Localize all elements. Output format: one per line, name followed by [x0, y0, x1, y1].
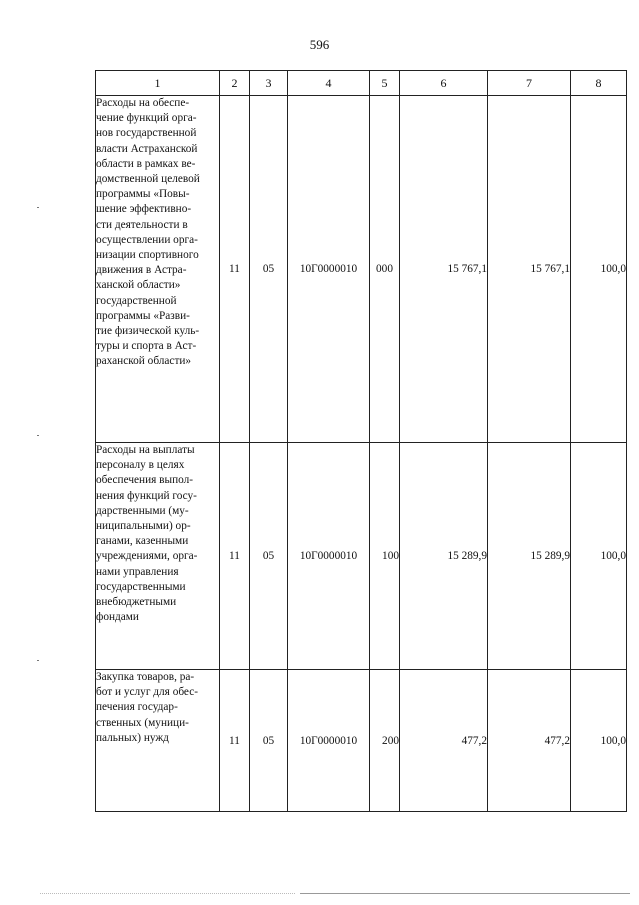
header-col-2: 2 [220, 71, 250, 96]
header-col-4: 4 [288, 71, 370, 96]
execution-percent: 100,0 [571, 96, 627, 443]
header-col-6: 6 [400, 71, 488, 96]
table-row [96, 96, 627, 443]
row-description: Закупка товаров, ра- бот и услуг для обес- печения государ- ственных (муници- пальных) нужд [96, 670, 220, 812]
expense-type-code: 200 [370, 670, 400, 812]
target-article-code: 10Г0000010 [288, 96, 370, 443]
section-code: 11 [220, 96, 250, 443]
target-article-code: 10Г0000010 [288, 670, 370, 812]
scan-edge-dots [40, 893, 295, 894]
scan-speck [37, 660, 39, 661]
header-col-7: 7 [488, 71, 571, 96]
amount-executed: 15 767,1 [488, 96, 571, 443]
amount-executed: 15 289,9 [488, 443, 571, 670]
section-code: 11 [220, 670, 250, 812]
section-code: 11 [220, 443, 250, 670]
subsection-code: 05 [250, 443, 288, 670]
table-row [96, 670, 627, 812]
amount-planned: 15 289,9 [400, 443, 488, 670]
header-row [96, 71, 627, 96]
table-row [96, 443, 627, 670]
amount-planned: 477,2 [400, 670, 488, 812]
header-col-5: 5 [370, 71, 400, 96]
row-description: Расходы на выплаты персоналу в целях обеспечения выпол- нения функций госу- дарственными (му- ниципальными) ор- ганами, казенными учреждениями, орга- нами управления государственными внебюджетными фондами [96, 443, 220, 670]
subsection-code: 05 [250, 96, 288, 443]
scan-speck [37, 435, 39, 436]
execution-percent: 100,0 [571, 670, 627, 812]
expense-type-code: 000 [370, 96, 400, 443]
subsection-code: 05 [250, 670, 288, 812]
header-col-8: 8 [571, 71, 627, 96]
budget-table [95, 70, 627, 812]
expense-type-code: 100 [370, 443, 400, 670]
row-description: Расходы на обеспе- чение функций орга- нов государственной власти Астраханской области в рамках ве- домственной целевой программы «Повы- шение эффективно- сти деятельности в осуществлении орга- низации спортивного движения в Астра- ханской области» государственной программы «Разви- тие физической куль- туры и спорта в Аст- раханской области» [96, 96, 220, 443]
execution-percent: 100,0 [571, 443, 627, 670]
header-col-1: 1 [96, 71, 220, 96]
amount-planned: 15 767,1 [400, 96, 488, 443]
scan-speck [37, 207, 39, 208]
scan-edge-line [300, 893, 630, 894]
header-col-3: 3 [250, 71, 288, 96]
amount-executed: 477,2 [488, 670, 571, 812]
target-article-code: 10Г0000010 [288, 443, 370, 670]
page-number: 596 [309, 37, 330, 52]
